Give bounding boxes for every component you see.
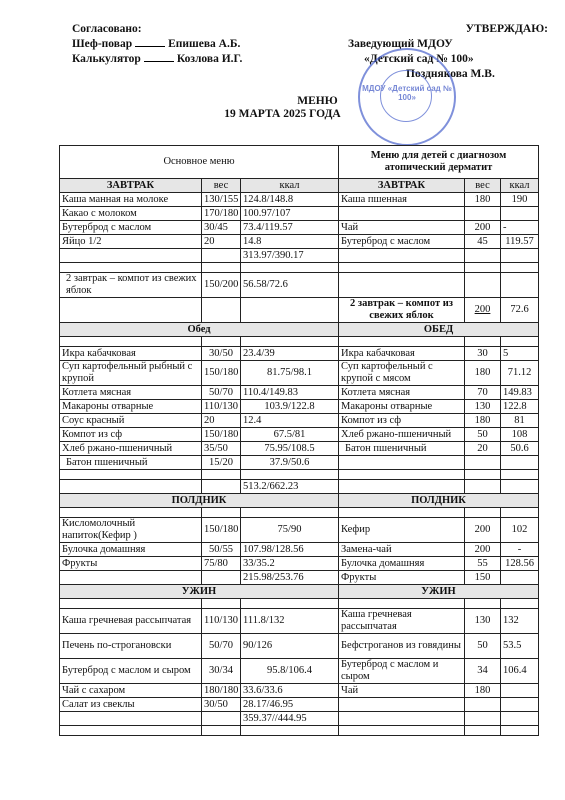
table-row [60, 442, 539, 456]
dish-kcal: 75.95/108.5 [241, 442, 339, 456]
dish-weight: 20 [202, 414, 241, 428]
diet-dish-kcal: 71.12 [501, 361, 539, 386]
breakfast-header-row [60, 179, 539, 193]
dish-kcal: 124.8/148.8 [241, 193, 339, 207]
spacer-row [60, 599, 539, 609]
diet-dish-kcal: 50.6 [501, 442, 539, 456]
diet-dish-name: Каша гречневая рассыпчатая [339, 609, 465, 634]
second-breakfast-diet-row [60, 298, 539, 323]
dish-kcal: 73.4/119.57 [241, 221, 339, 235]
diet-dish-weight: 55 [465, 557, 501, 571]
table-row [60, 249, 539, 263]
dish-kcal: 107.98/128.56 [241, 543, 339, 557]
dish-name [60, 571, 202, 585]
lunch-total-row [60, 480, 539, 494]
diet-dish-kcal: 132 [501, 609, 539, 634]
diet-dish-weight: 50 [465, 428, 501, 442]
dish-name: Каша гречневая рассыпчатая [60, 609, 202, 634]
dish-weight: 35/50 [202, 442, 241, 456]
diet-dish-name [339, 698, 465, 712]
second-breakfast-right: 2 завтрак – компот из свежих яблок [339, 298, 465, 323]
spacer-row [60, 470, 539, 480]
diet-dish-name [339, 249, 465, 263]
dish-weight: 30/45 [202, 221, 241, 235]
diet-dish-weight: 200 [465, 518, 501, 543]
diet-dish-kcal: 108 [501, 428, 539, 442]
diet-dish-weight: 130 [465, 400, 501, 414]
second-breakfast-left-weight: 150/200 [202, 273, 241, 298]
dinner-total: 359.37//444.95 [241, 712, 339, 726]
dish-name: Икра кабачковая [60, 347, 202, 361]
table-row [60, 659, 539, 684]
table-row [60, 571, 539, 585]
diet-dish-kcal: - [501, 543, 539, 557]
diet-dish-name: Компот из сф [339, 414, 465, 428]
diet-dish-kcal: 190 [501, 193, 539, 207]
poldnik-right-label: ПОЛДНИК [339, 494, 539, 508]
diet-dish-name: Икра кабачковая [339, 347, 465, 361]
dish-name: Фрукты [60, 557, 202, 571]
diet-dish-name: Булочка домашняя [339, 557, 465, 571]
diet-dish-weight: 180 [465, 361, 501, 386]
dish-name: Печень по-строгановски [60, 634, 202, 659]
dish-weight: 50/55 [202, 543, 241, 557]
dish-weight: 15/20 [202, 456, 241, 470]
dish-kcal: 110.4/149.83 [241, 386, 339, 400]
chef-label: Шеф-повар [72, 38, 133, 50]
diet-dish-kcal: 128.56 [501, 557, 539, 571]
table-row [60, 221, 539, 235]
diet-dish-name: Хлеб ржано-пшеничный [339, 428, 465, 442]
chef-line [72, 37, 302, 52]
table-row [60, 543, 539, 557]
diet-dish-weight: 180 [465, 414, 501, 428]
dish-name: Компот из сф [60, 428, 202, 442]
breakfast-left-label: ЗАВТРАК [60, 179, 202, 193]
diet-dish-kcal: 119.57 [501, 235, 539, 249]
diet-dish-weight: 180 [465, 684, 501, 698]
diet-dish-kcal [501, 684, 539, 698]
poldnik-left-label: ПОЛДНИК [60, 494, 339, 508]
dish-kcal: 100.97/107 [241, 207, 339, 221]
dish-weight: 50/70 [202, 634, 241, 659]
dish-weight: 20 [202, 235, 241, 249]
chef-name: Епишева А.Б. [168, 38, 241, 50]
dish-name: Батон пшеничный [60, 456, 202, 470]
diet-dish-kcal [501, 698, 539, 712]
dish-name [60, 249, 202, 263]
diet-dish-kcal: 81 [501, 414, 539, 428]
diet-dish-weight: 200 [465, 221, 501, 235]
table-row [60, 414, 539, 428]
menu-table [59, 145, 539, 736]
dish-kcal: 111.8/132 [241, 609, 339, 634]
dish-name: Бутерброд с маслом [60, 221, 202, 235]
lunch-header-row [60, 323, 539, 337]
diet-dish-weight [465, 249, 501, 263]
dish-kcal: 14.8 [241, 235, 339, 249]
spacer-row [60, 263, 539, 273]
left-kcal-header: ккал [241, 179, 339, 193]
diet-dish-kcal: 106.4 [501, 659, 539, 684]
diet-dish-kcal [501, 207, 539, 221]
dish-kcal: 12.4 [241, 414, 339, 428]
table-row [60, 193, 539, 207]
dish-name: Каша манная на молоке [60, 193, 202, 207]
right-weight-header: вес [465, 179, 501, 193]
diet-dish-name [339, 456, 465, 470]
diet-dish-name: Кефир [339, 518, 465, 543]
chef-signature [135, 46, 165, 47]
dish-kcal: 90/126 [241, 634, 339, 659]
left-weight-header: вес [202, 179, 241, 193]
dish-name: Булочка домашняя [60, 543, 202, 557]
diet-dish-name: Бутерброд с маслом [339, 235, 465, 249]
dish-kcal: 67.5/81 [241, 428, 339, 442]
head-name: Позднякова М.В. [406, 68, 495, 80]
table-row [60, 698, 539, 712]
table-row [60, 386, 539, 400]
table-row [60, 361, 539, 386]
second-breakfast-row [60, 273, 539, 298]
dinner-left-label: УЖИН [60, 585, 339, 599]
dish-kcal: 33.6/33.6 [241, 684, 339, 698]
diet-dish-weight: 20 [465, 442, 501, 456]
lunch-right-label: ОБЕД [339, 323, 539, 337]
diet-dish-kcal [501, 571, 539, 585]
diet-dish-weight: 30 [465, 347, 501, 361]
spacer-row [60, 337, 539, 347]
diet-dish-weight: 180 [465, 193, 501, 207]
dish-weight: 75/80 [202, 557, 241, 571]
spacer-row [60, 508, 539, 518]
dish-kcal: 28.17/46.95 [241, 698, 339, 712]
dish-name: Хлеб ржано-пшеничный [60, 442, 202, 456]
dish-name: Салат из свеклы [60, 698, 202, 712]
diet-dish-kcal [501, 456, 539, 470]
calc-line [72, 52, 302, 67]
diet-dish-kcal: 5 [501, 347, 539, 361]
stamp-text: МДОУ «Детский сад № 100» [362, 84, 452, 102]
dish-weight: 50/70 [202, 386, 241, 400]
dish-kcal: 37.9/50.6 [241, 456, 339, 470]
dish-name: Бутерброд с маслом и сыром [60, 659, 202, 684]
diet-dish-weight: 34 [465, 659, 501, 684]
right-kcal-header: ккал [501, 179, 539, 193]
dish-kcal: 75/90 [241, 518, 339, 543]
dish-kcal: 23.4/39 [241, 347, 339, 361]
diet-dish-name: Батон пшеничный [339, 442, 465, 456]
diet-dish-kcal: 53.5 [501, 634, 539, 659]
dinner-right-label: УЖИН [339, 585, 539, 599]
table-row [60, 609, 539, 634]
table-row [60, 347, 539, 361]
diet-dish-name: Фрукты [339, 571, 465, 585]
dish-name: Какао с молоком [60, 207, 202, 221]
second-breakfast-right-weight: 200 [465, 298, 501, 323]
approve-label: УТВЕРЖДАЮ: [465, 23, 548, 35]
dish-name: Яйцо 1/2 [60, 235, 202, 249]
dish-weight [202, 249, 241, 263]
dish-weight: 180/180 [202, 684, 241, 698]
approval-left-block [72, 22, 302, 67]
table-row [60, 684, 539, 698]
second-breakfast-right-kcal: 72.6 [501, 298, 539, 323]
dish-weight: 130/155 [202, 193, 241, 207]
dish-name: Соус красный [60, 414, 202, 428]
table-row [60, 235, 539, 249]
diet-dish-weight [465, 207, 501, 221]
dish-weight: 150/180 [202, 361, 241, 386]
agreed-label: Согласовано: [72, 23, 142, 35]
second-breakfast-left-kcal: 56.58/72.6 [241, 273, 339, 298]
dish-weight: 30/34 [202, 659, 241, 684]
dish-weight: 170/180 [202, 207, 241, 221]
second-breakfast-left: 2 завтрак – компот из свежих яблок [60, 273, 202, 298]
dish-name: Макароны отварные [60, 400, 202, 414]
diet-dish-name: Суп картофельный с крупой с мясом [339, 361, 465, 386]
breakfast-total: 313.97/390.17 [241, 249, 339, 263]
diet-dish-kcal: 122.8 [501, 400, 539, 414]
table-title-row [60, 146, 539, 179]
diet-dish-name: Каша пшенная [339, 193, 465, 207]
diet-dish-kcal: - [501, 221, 539, 235]
lunch-total: 513.2/662.23 [241, 480, 339, 494]
table-row [60, 428, 539, 442]
diet-dish-weight: 45 [465, 235, 501, 249]
dish-kcal: 95.8/106.4 [241, 659, 339, 684]
diet-dish-kcal: 149.83 [501, 386, 539, 400]
diet-dish-name [339, 207, 465, 221]
spacer-row [60, 726, 539, 736]
table-row [60, 557, 539, 571]
diet-dish-name: Бутерброд с маслом и сыром [339, 659, 465, 684]
lunch-left-label: Обед [60, 323, 339, 337]
diet-dish-weight: 130 [465, 609, 501, 634]
diet-dish-kcal: 102 [501, 518, 539, 543]
table-row [60, 634, 539, 659]
diet-dish-name: Макароны отварные [339, 400, 465, 414]
dish-kcal: 103.9/122.8 [241, 400, 339, 414]
diet-dish-name: Бефстроганов из говядины [339, 634, 465, 659]
dish-name: Суп картофельный рыбный с крупой [60, 361, 202, 386]
diet-dish-weight: 200 [465, 543, 501, 557]
menu-title: МЕНЮ [297, 95, 338, 107]
main-menu-title: Основное меню [60, 146, 339, 179]
menu-date: 19 МАРТА 2025 ГОДА [224, 108, 341, 120]
calc-name: Козлова И.Г. [176, 53, 243, 65]
menu-title-block [0, 95, 565, 121]
diet-menu-title: Меню для детей с диагнозом атопический дерматит [339, 146, 539, 179]
diet-dish-weight: 150 [465, 571, 501, 585]
poldnik-header-row [60, 494, 539, 508]
diet-dish-name: Чай [339, 221, 465, 235]
breakfast-right-label: ЗАВТРАК [339, 179, 465, 193]
calc-label: Калькулятор [72, 53, 141, 65]
dish-weight: 110/130 [202, 400, 241, 414]
diet-dish-weight: 50 [465, 634, 501, 659]
dish-weight: 110/130 [202, 609, 241, 634]
diet-dish-weight [465, 456, 501, 470]
diet-dish-name: Котлета мясная [339, 386, 465, 400]
table-row [60, 518, 539, 543]
dish-kcal: 33/35.2 [241, 557, 339, 571]
head-label: Заведующий МДОУ [348, 38, 453, 50]
kindergarten-name: «Детский сад № 100» [364, 53, 474, 65]
dish-kcal: 81.75/98.1 [241, 361, 339, 386]
diet-dish-name: Чай [339, 684, 465, 698]
table-row [60, 400, 539, 414]
table-row [60, 456, 539, 470]
dish-weight: 30/50 [202, 698, 241, 712]
dish-weight: 150/180 [202, 428, 241, 442]
calc-signature [144, 61, 174, 62]
dish-weight [202, 571, 241, 585]
diet-dish-kcal [501, 249, 539, 263]
poldnik-total: 215.98/253.76 [241, 571, 339, 585]
dish-name: Кисломолочный напиток(Кефир ) [60, 518, 202, 543]
dish-weight: 30/50 [202, 347, 241, 361]
dinner-total-row [60, 712, 539, 726]
dinner-header-row [60, 585, 539, 599]
dish-name: Чай с сахаром [60, 684, 202, 698]
diet-dish-weight [465, 698, 501, 712]
diet-dish-weight: 70 [465, 386, 501, 400]
dish-weight: 150/180 [202, 518, 241, 543]
diet-dish-name: Замена-чай [339, 543, 465, 557]
table-row [60, 207, 539, 221]
dish-name: Котлета мясная [60, 386, 202, 400]
